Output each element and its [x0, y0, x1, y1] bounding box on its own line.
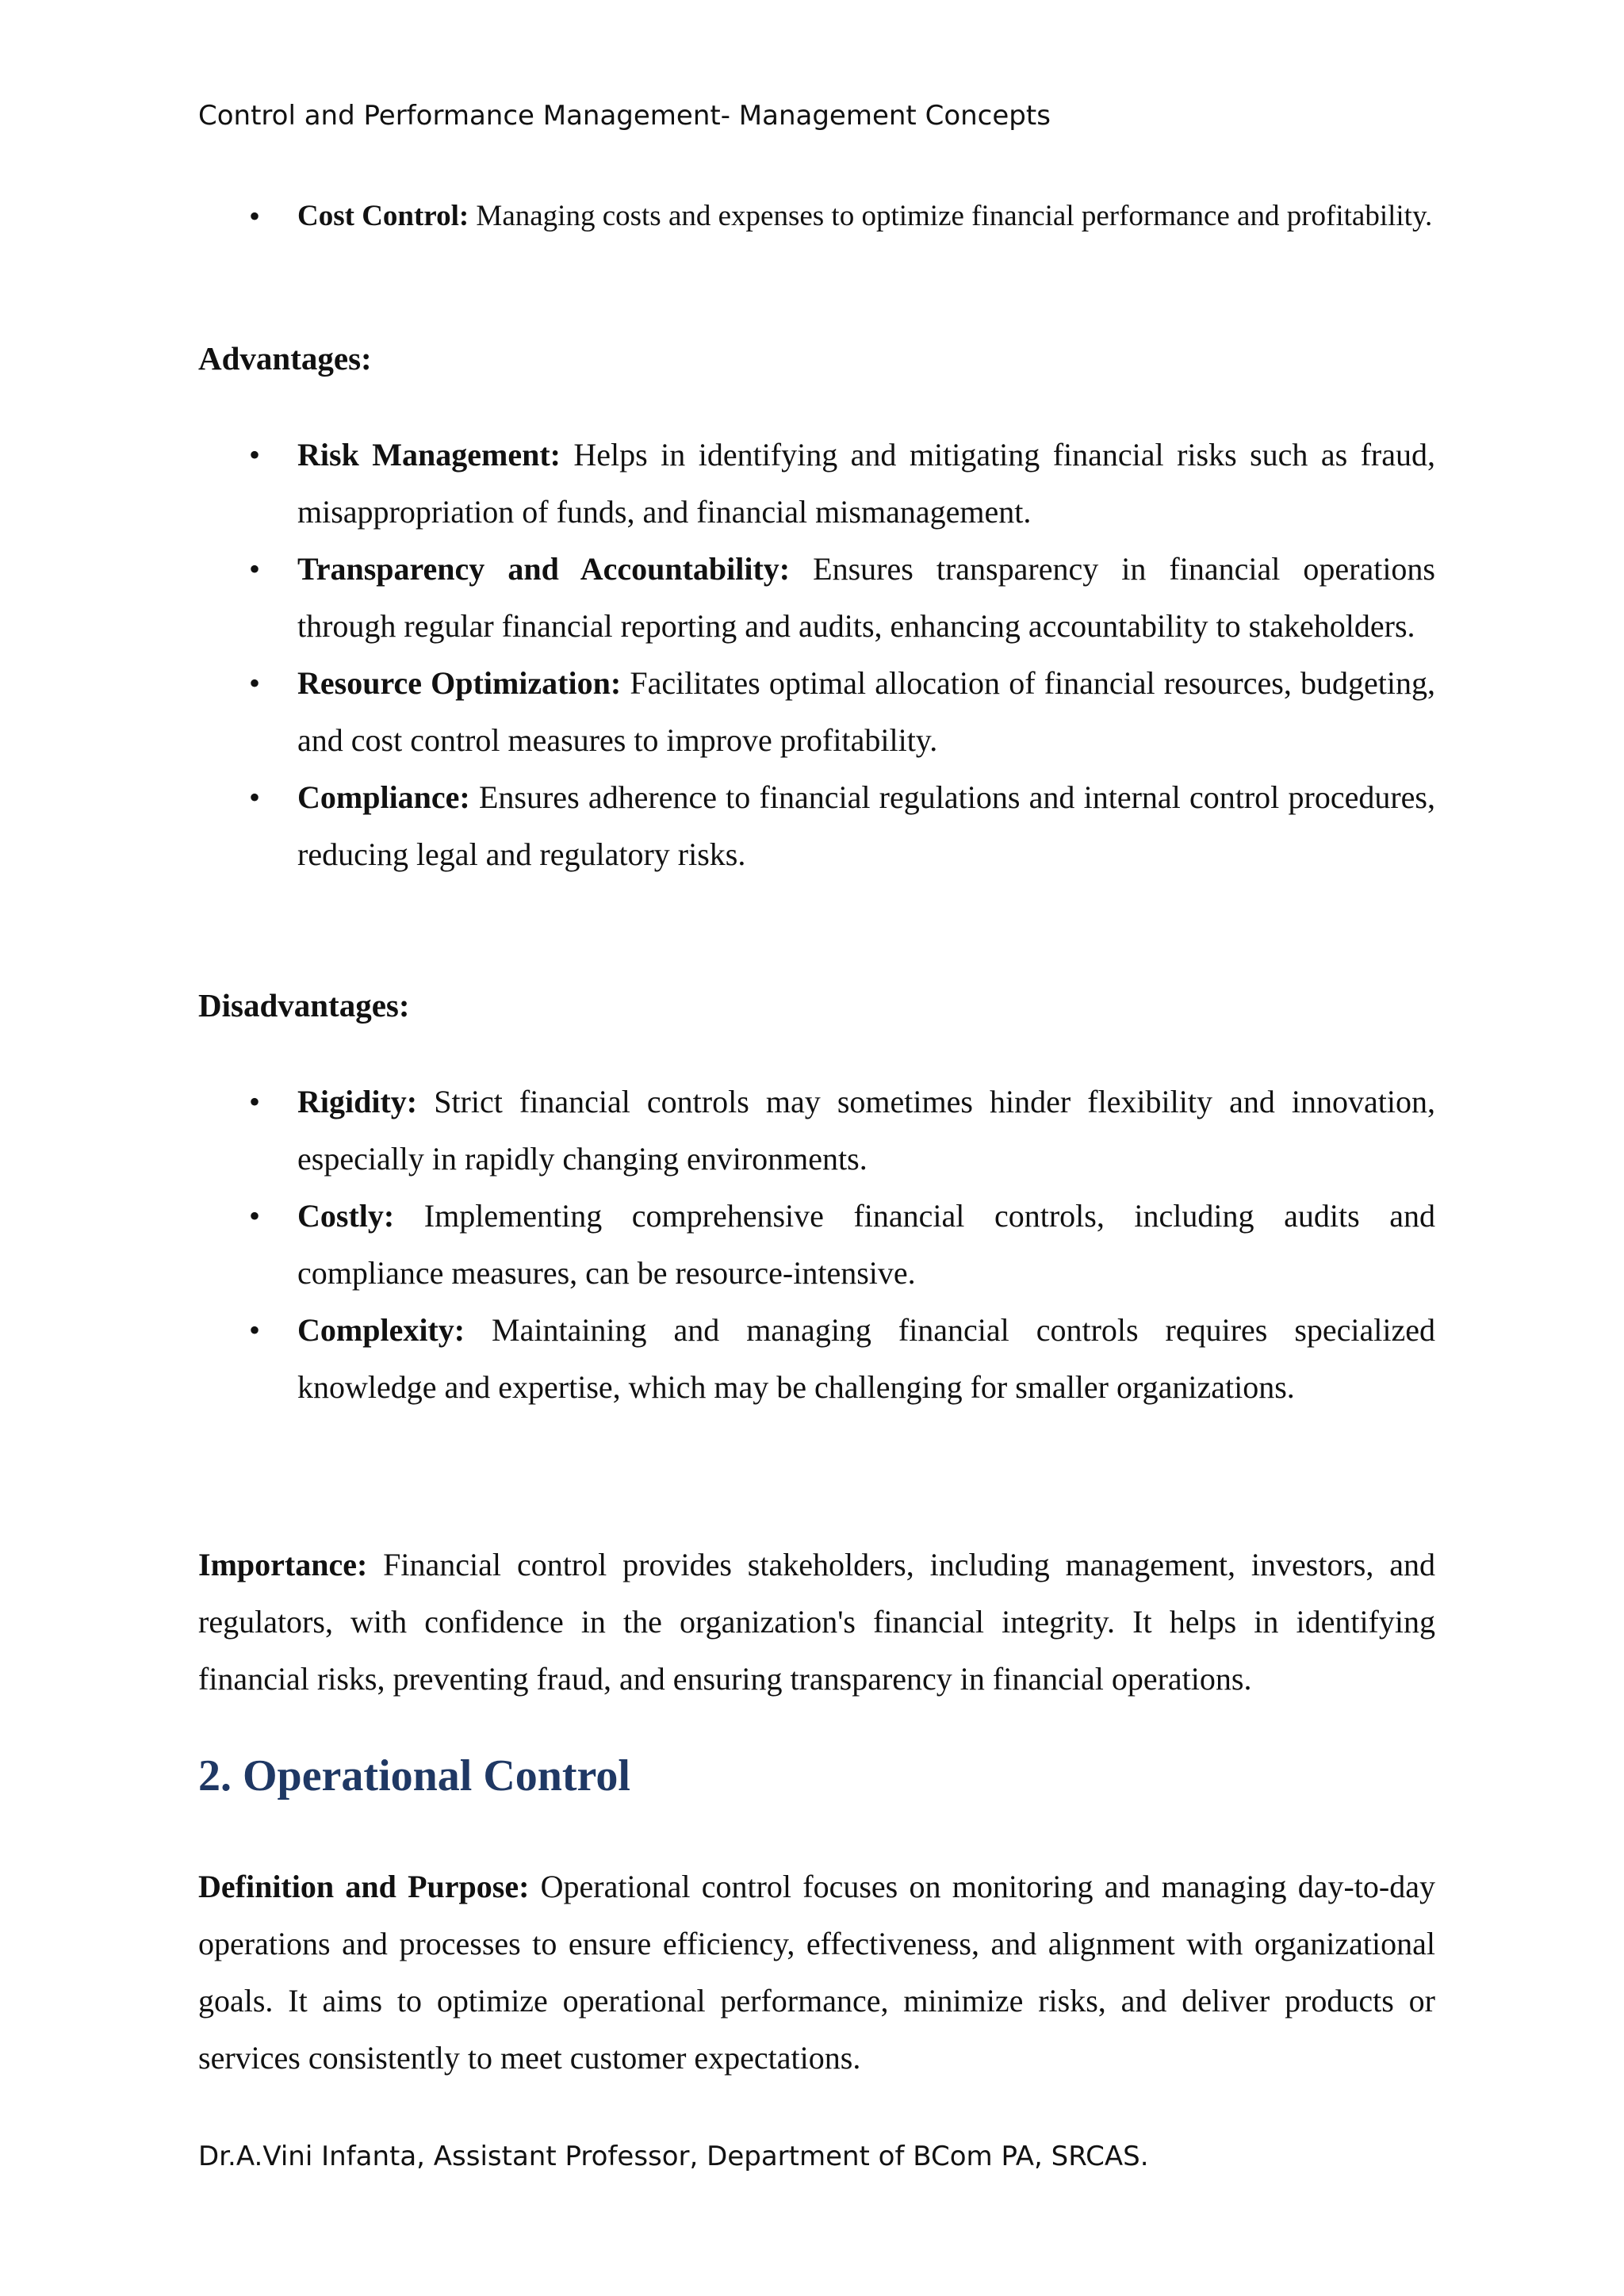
section-title: 2. Operational Control	[198, 1751, 630, 1800]
item-term: Compliance:	[297, 779, 470, 815]
disadvantages-list	[198, 1073, 1435, 1416]
definition-text: Operational control focuses on monitoring and managing day-to-day operations and processes to ensure efficiency, effectiveness, and alignment with organizational goals. It aims to optimize operational performance, minimize risks, and deliver products or services consistently to meet customer expectations.	[198, 1869, 1435, 2076]
advantages-heading: Advantages:	[198, 340, 372, 377]
item-term: Cost Control:	[297, 200, 469, 232]
item-text: Facilitates optimal allocation of financial resources, budgeting, and cost control measures to improve profitability.	[297, 665, 1435, 758]
bullet-icon: •	[249, 198, 261, 234]
item-text: Managing costs and expenses to optimize financial performance and profitability.	[469, 200, 1433, 232]
importance-term: Importance:	[198, 1547, 368, 1582]
list-item	[198, 541, 1435, 655]
list-item	[198, 1188, 1435, 1302]
definition-term: Definition and Purpose:	[198, 1869, 530, 1904]
item-term: Risk Management:	[297, 437, 561, 473]
item-text: Ensures transparency in financial operations through regular financial reporting and audits, enhancing accountability to stakeholders.	[297, 551, 1435, 644]
item-text: Strict financial controls may sometimes hinder flexibility and innovation, especially in rapidly changing environments.	[297, 1084, 1435, 1177]
item-term: Complexity:	[297, 1312, 465, 1348]
bullet-icon: •	[249, 1312, 261, 1348]
item-text: Maintaining and managing financial controls requires specialized knowledge and expertise, which may be challenging for smaller organizations.	[297, 1312, 1435, 1405]
disadvantages-heading: Disadvantages:	[198, 987, 410, 1024]
importance-text: Financial control provides stakeholders, including management, investors, and regulators, with confidence in the organization's financial integrity. It helps in identifying financial risks, preventing fraud, and ensuring transparency in financial operations.	[198, 1547, 1435, 1697]
list-item	[198, 190, 1435, 243]
item-text: Implementing comprehensive financial controls, including audits and compliance measures, can be resource-intensive.	[297, 1198, 1435, 1291]
list-item	[198, 769, 1435, 883]
list-item	[198, 1302, 1435, 1416]
item-term: Transparency and Accountability:	[297, 551, 791, 587]
bullet-icon: •	[249, 665, 261, 701]
item-text: Ensures adherence to financial regulations and internal control procedures, reducing legal and regulatory risks.	[297, 779, 1435, 872]
bullet-icon: •	[249, 1198, 261, 1234]
definition-paragraph	[198, 1858, 1435, 2087]
list-item	[198, 655, 1435, 769]
cost-control-list	[198, 190, 1435, 243]
list-item	[198, 1073, 1435, 1188]
bullet-icon: •	[249, 437, 261, 473]
item-term: Rigidity:	[297, 1084, 418, 1119]
list-item	[198, 427, 1435, 541]
importance-paragraph	[198, 1536, 1435, 1708]
item-text: Helps in identifying and mitigating financial risks such as fraud, misappropriation of funds, and financial mismanagement.	[297, 437, 1436, 530]
page-header: Control and Performance Management- Management Concepts	[198, 100, 1051, 132]
bullet-icon: •	[249, 1084, 261, 1119]
item-term: Resource Optimization:	[297, 665, 622, 701]
page-footer: Dr.A.Vini Infanta, Assistant Professor, Department of BCom PA, SRCAS.	[198, 2141, 1149, 2172]
bullet-icon: •	[249, 779, 261, 815]
advantages-list	[198, 427, 1435, 883]
bullet-icon: •	[249, 551, 261, 587]
item-term: Costly:	[297, 1198, 395, 1234]
